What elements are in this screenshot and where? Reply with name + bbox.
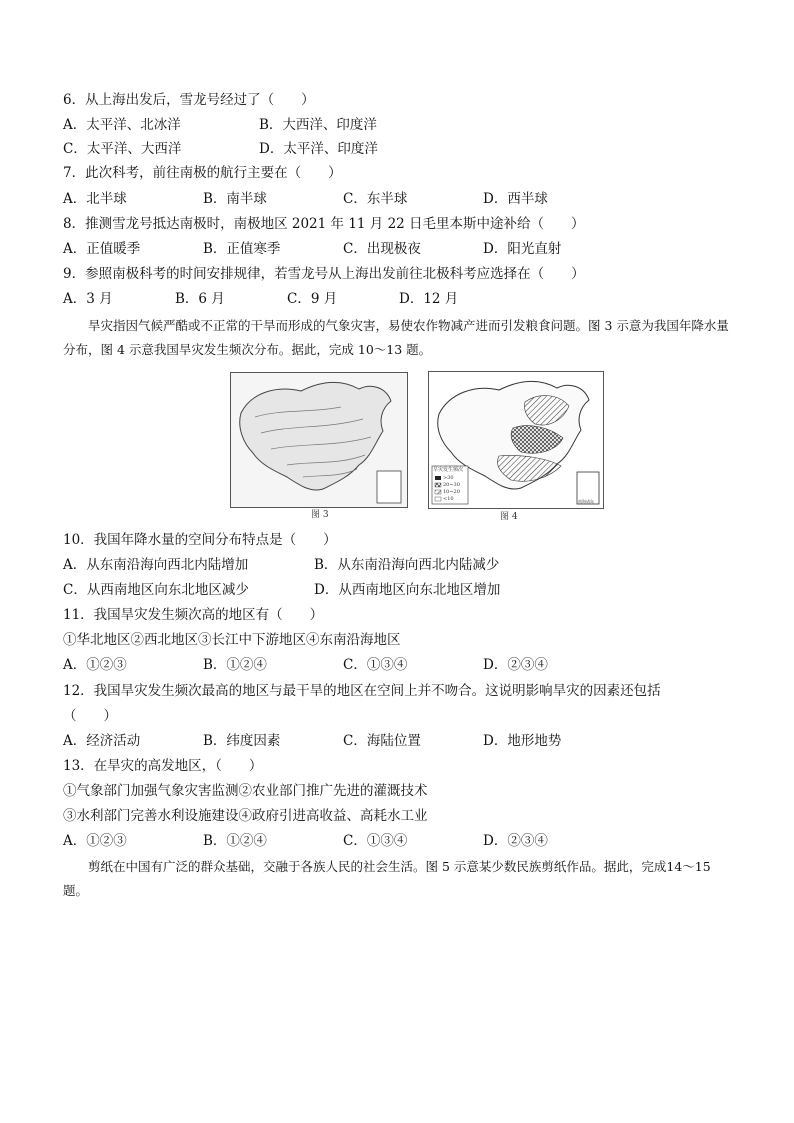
q7-option-c: C．东半球 (343, 191, 408, 207)
q11-items: ①华北地区②西北地区③长江中下游地区④东南沿海地区 (63, 632, 401, 648)
q10-option-b: B．从东南沿海向西北内陆减少 (314, 557, 500, 573)
q9-option-b: B．6 月 (175, 291, 225, 307)
q6-option-c: C．太平洋、大西洋 (63, 141, 182, 157)
q9-option-d: D．12 月 (399, 291, 459, 307)
intro-paragraph-papercut (63, 855, 733, 903)
q8-option-a: A．正值暖季 (63, 241, 141, 257)
intro-paragraph-drought (63, 314, 733, 362)
q6-stem: 6．从上海出发后，雪龙号经过了（ ） (63, 92, 315, 108)
fig4-legend-4: <10 (443, 496, 454, 502)
figure-3-caption: 图 3 (311, 510, 329, 520)
q11-stem: 11．我国旱灾发生频次高的地区有（ ） (63, 607, 324, 623)
q9-option-a: A．3 月 (63, 291, 113, 307)
fig4-legend-1: >30 (443, 475, 454, 481)
intro2-line1: 剪纸在中国有广泛的群众基础，交融于各族人民的社会生活。图 5 示意某少数民族剪纸作品。据此，完成 (88, 859, 667, 874)
q13-option-c: C．①③④ (343, 833, 408, 849)
q11-option-c: C．①③④ (343, 657, 408, 673)
q10-option-a: A．从东南沿海向西北内陆增加 (63, 557, 249, 573)
q7-option-d: D．西半球 (483, 191, 548, 207)
q10-stem: 10．我国年降水量的空间分布特点是（ ） (63, 532, 337, 548)
q12-option-a: A．经济活动 (63, 733, 141, 749)
intro2-line2: 14～15 题。 (63, 859, 711, 898)
q13-option-d: D．②③④ (483, 833, 548, 849)
q12-stem-blank: （ ） (63, 708, 117, 724)
intro1-line2: 国年降水量分布，图 4 示意我国旱灾发生频次分布。据此，完成 10～13 题。 (63, 318, 729, 357)
figure-4-drought-map (428, 371, 604, 509)
q8-option-c: C．出现极夜 (343, 241, 421, 257)
q12-option-d: D．地形地势 (483, 733, 562, 749)
q7-option-a: A．北半球 (63, 191, 127, 207)
q9-option-c: C．9 月 (287, 291, 338, 307)
q9-stem: 9．参照南极科考的时间安排规律，若雪龙号从上海出发前往北极科考应选择在（ ） (63, 266, 585, 282)
q8-option-b: B．正值寒季 (203, 241, 281, 257)
q10-option-d: D．从西南地区向东北地区增加 (314, 582, 501, 598)
q6-option-d: D．太平洋、印度洋 (259, 141, 378, 157)
q8-option-d: D．阳光直射 (483, 241, 562, 257)
q11-option-d: D．②③④ (483, 657, 548, 673)
precipitation-map-icon (231, 373, 407, 507)
figure-4-caption: 图 4 (500, 512, 518, 522)
q12-stem: 12．我国旱灾发生频次最高的地区与最干旱的地区在空间上并不吻合。这说明影响旱灾的因素还包括 (63, 683, 661, 699)
q13-option-a: A．①②③ (63, 833, 127, 849)
q13-stem: 13．在旱灾的高发地区，（ ） (63, 758, 263, 774)
q11-option-a: A．①②③ (63, 657, 127, 673)
q11-option-b: B．①②④ (203, 657, 267, 673)
q8-stem: 8．推测雪龙号抵达南极时，南极地区 2021 年 11 月 22 日毛里本斯中途补给（ ） (63, 216, 585, 232)
fig4-legend-3: 10~20 (443, 489, 460, 495)
figure-3-precipitation-map (230, 372, 408, 508)
q13-item-line2: ③水利部门完善水利设施建设④政府引进高收益、高耗水工业 (63, 808, 428, 824)
q7-stem: 7．此次科考，前往南极的航行主要在（ ） (63, 165, 342, 181)
q6-option-a: A．太平洋、北冰洋 (63, 117, 181, 133)
q7-option-b: B．南半球 (203, 191, 267, 207)
fig4-legend-title: 旱灾发生频次 (433, 467, 464, 473)
q12-option-b: B．纬度因素 (203, 733, 281, 749)
q12-option-c: C．海陆位置 (343, 733, 421, 749)
fig4-inset-label: 南海诸岛 (578, 499, 594, 504)
q13-item-line1: ①气象部门加强气象灾害监测②农业部门推广先进的灌溉技术 (63, 783, 428, 799)
q13-option-b: B．①②④ (203, 833, 267, 849)
intro1-line1: 旱灾指因气候严酷或不正常的干旱而形成的气象灾害，易使农作物减产进而引发粮食问题。图 3 示意为我 (88, 318, 667, 333)
q6-option-b: B．大西洋、印度洋 (259, 117, 377, 133)
fig4-legend-2: 20~30 (443, 482, 460, 488)
q10-option-c: C．从西南地区向东北地区减少 (63, 582, 249, 598)
